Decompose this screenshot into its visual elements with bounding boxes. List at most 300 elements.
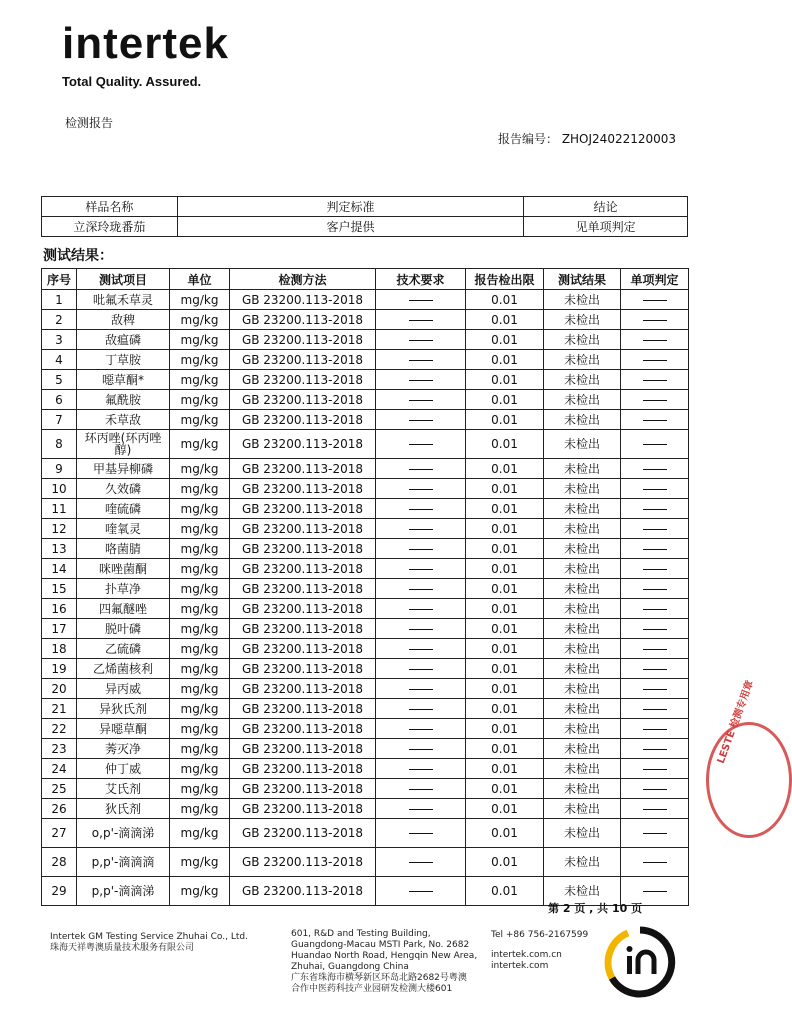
table-cell: GB 23200.113-2018 — [230, 759, 376, 779]
table-cell: 5 — [42, 370, 77, 390]
table-cell: 未检出 — [544, 639, 621, 659]
table-cell: 26 — [42, 799, 77, 819]
dash-mark — [643, 380, 667, 381]
dash-cell — [621, 639, 689, 659]
table-row — [42, 310, 689, 330]
table-cell: 未检出 — [544, 619, 621, 639]
table-row — [42, 719, 689, 739]
table-cell: GB 23200.113-2018 — [230, 739, 376, 759]
table-cell: 0.01 — [466, 819, 544, 848]
table-cell: mg/kg — [170, 739, 230, 759]
dash-mark — [409, 340, 433, 341]
table-cell: 0.01 — [466, 290, 544, 310]
table-cell: 未检出 — [544, 599, 621, 619]
table-cell: 7 — [42, 410, 77, 430]
dash-mark — [643, 529, 667, 530]
table-cell: mg/kg — [170, 619, 230, 639]
intertek-circle-logo-icon — [604, 926, 676, 998]
table-cell: GB 23200.113-2018 — [230, 619, 376, 639]
dash-cell — [376, 679, 466, 699]
table-cell: 24 — [42, 759, 77, 779]
column-header: 检测方法 — [230, 269, 376, 290]
table-cell: GB 23200.113-2018 — [230, 679, 376, 699]
dash-cell — [376, 430, 466, 459]
dash-cell — [621, 799, 689, 819]
dash-cell — [621, 410, 689, 430]
table-cell: mg/kg — [170, 350, 230, 370]
telephone: Tel +86 756-2167599 — [491, 930, 589, 940]
dash-cell — [621, 679, 689, 699]
dash-cell — [621, 579, 689, 599]
dash-mark — [409, 789, 433, 790]
table-cell: 未检出 — [544, 539, 621, 559]
table-cell: 10 — [42, 479, 77, 499]
dash-cell — [376, 370, 466, 390]
table-cell: 0.01 — [466, 539, 544, 559]
table-cell: 0.01 — [466, 310, 544, 330]
dash-cell — [376, 819, 466, 848]
column-header: 测试结果 — [544, 269, 621, 290]
table-cell: GB 23200.113-2018 — [230, 819, 376, 848]
table-cell: 扑草净 — [77, 579, 170, 599]
dash-mark — [409, 609, 433, 610]
table-cell: GB 23200.113-2018 — [230, 579, 376, 599]
table-cell: mg/kg — [170, 519, 230, 539]
dash-cell — [621, 479, 689, 499]
dash-cell — [376, 599, 466, 619]
table-row — [42, 599, 689, 619]
table-cell: 未检出 — [544, 330, 621, 350]
dash-cell — [376, 799, 466, 819]
table-cell: 艾氏剂 — [77, 779, 170, 799]
dash-mark — [409, 649, 433, 650]
table-cell: 0.01 — [466, 639, 544, 659]
dash-mark — [643, 489, 667, 490]
table-row — [42, 848, 689, 877]
table-cell: 0.01 — [466, 659, 544, 679]
results-table — [41, 268, 689, 906]
dash-cell — [376, 310, 466, 330]
table-cell: o,p'-滴滴涕 — [77, 819, 170, 848]
table-cell: 敌瘟磷 — [77, 330, 170, 350]
dash-cell — [621, 519, 689, 539]
table-cell: 0.01 — [466, 599, 544, 619]
dash-cell — [376, 877, 466, 906]
table-cell: 17 — [42, 619, 77, 639]
dash-mark — [409, 529, 433, 530]
table-cell: GB 23200.113-2018 — [230, 848, 376, 877]
dash-cell — [376, 759, 466, 779]
table-cell: 吡氟禾草灵 — [77, 290, 170, 310]
table-cell: mg/kg — [170, 459, 230, 479]
footer-contact — [491, 930, 588, 972]
dash-mark — [409, 629, 433, 630]
table-cell: p,p'-滴滴涕 — [77, 877, 170, 906]
dash-mark — [409, 862, 433, 863]
table-cell: mg/kg — [170, 779, 230, 799]
column-header: 单项判定 — [621, 269, 689, 290]
table-cell: 未检出 — [544, 459, 621, 479]
table-cell: 19 — [42, 659, 77, 679]
table-cell: 未检出 — [544, 699, 621, 719]
table-cell: mg/kg — [170, 290, 230, 310]
table-cell: mg/kg — [170, 799, 230, 819]
table-row — [42, 330, 689, 350]
table-cell: 脱叶磷 — [77, 619, 170, 639]
table-cell: 4 — [42, 350, 77, 370]
dash-cell — [376, 659, 466, 679]
dash-mark — [409, 749, 433, 750]
table-cell: 未检出 — [544, 519, 621, 539]
table-cell: 未检出 — [544, 719, 621, 739]
dash-cell — [376, 499, 466, 519]
dash-cell — [621, 330, 689, 350]
table-cell: 乙硫磷 — [77, 639, 170, 659]
report-number: 报告编号： ZHOJ24022120003 — [498, 132, 677, 146]
dash-cell — [621, 350, 689, 370]
dash-cell — [376, 350, 466, 370]
summary-header-cell: 结论 — [524, 197, 688, 217]
table-cell: mg/kg — [170, 719, 230, 739]
table-cell: GB 23200.113-2018 — [230, 390, 376, 410]
dash-cell — [376, 639, 466, 659]
table-row — [42, 370, 689, 390]
dash-mark — [643, 689, 667, 690]
table-cell: mg/kg — [170, 559, 230, 579]
dash-mark — [409, 549, 433, 550]
table-cell: 噁草酮* — [77, 370, 170, 390]
dash-cell — [376, 699, 466, 719]
dash-mark — [409, 569, 433, 570]
table-cell: GB 23200.113-2018 — [230, 499, 376, 519]
table-cell: GB 23200.113-2018 — [230, 877, 376, 906]
summary-header-cell: 判定标准 — [177, 197, 523, 217]
dash-cell — [376, 848, 466, 877]
table-cell: mg/kg — [170, 699, 230, 719]
table-cell: mg/kg — [170, 759, 230, 779]
column-header: 报告检出限 — [466, 269, 544, 290]
table-cell: 0.01 — [466, 410, 544, 430]
table-cell: GB 23200.113-2018 — [230, 459, 376, 479]
table-row — [42, 679, 689, 699]
dash-mark — [643, 300, 667, 301]
dash-cell — [376, 290, 466, 310]
table-cell: GB 23200.113-2018 — [230, 599, 376, 619]
table-cell: 2 — [42, 310, 77, 330]
table-cell: 未检出 — [544, 819, 621, 848]
dash-mark — [643, 589, 667, 590]
table-cell: 咪唑菌酮 — [77, 559, 170, 579]
table-row — [42, 539, 689, 559]
dash-cell — [376, 390, 466, 410]
dash-cell — [621, 559, 689, 579]
dash-cell — [621, 619, 689, 639]
dash-cell — [621, 430, 689, 459]
table-cell: mg/kg — [170, 599, 230, 619]
table-cell: mg/kg — [170, 310, 230, 330]
table-cell: 0.01 — [466, 739, 544, 759]
table-cell: mg/kg — [170, 877, 230, 906]
table-row — [42, 559, 689, 579]
dash-cell — [621, 739, 689, 759]
table-cell: 0.01 — [466, 877, 544, 906]
table-cell: 久效磷 — [77, 479, 170, 499]
company-name-cn: 珠海天祥粤澳质量技术服务有限公司 — [50, 943, 195, 953]
table-cell: 0.01 — [466, 370, 544, 390]
dash-cell — [376, 410, 466, 430]
dash-cell — [621, 370, 689, 390]
dash-cell — [621, 659, 689, 679]
dash-cell — [621, 499, 689, 519]
table-cell: 0.01 — [466, 479, 544, 499]
table-cell: mg/kg — [170, 639, 230, 659]
table-cell: mg/kg — [170, 479, 230, 499]
dash-mark — [409, 509, 433, 510]
table-cell: 8 — [42, 430, 77, 459]
column-header: 序号 — [42, 269, 77, 290]
table-cell: 0.01 — [466, 579, 544, 599]
dash-cell — [621, 848, 689, 877]
table-cell: GB 23200.113-2018 — [230, 519, 376, 539]
table-cell: 未检出 — [544, 370, 621, 390]
dash-mark — [643, 420, 667, 421]
table-cell: 11 — [42, 499, 77, 519]
table-cell: mg/kg — [170, 848, 230, 877]
dash-mark — [409, 360, 433, 361]
table-cell: 未检出 — [544, 579, 621, 599]
table-cell: 未检出 — [544, 739, 621, 759]
dash-mark — [643, 569, 667, 570]
footer-address — [291, 929, 477, 995]
table-cell: 未检出 — [544, 779, 621, 799]
table-row — [42, 639, 689, 659]
table-row — [42, 799, 689, 819]
dash-mark — [409, 891, 433, 892]
table-row — [42, 479, 689, 499]
table-cell: GB 23200.113-2018 — [230, 430, 376, 459]
table-cell: 3 — [42, 330, 77, 350]
dash-cell — [621, 390, 689, 410]
table-cell: GB 23200.113-2018 — [230, 559, 376, 579]
table-cell: 未检出 — [544, 310, 621, 330]
table-cell: 未检出 — [544, 499, 621, 519]
table-cell: mg/kg — [170, 330, 230, 350]
table-row — [42, 699, 689, 719]
table-cell: 未检出 — [544, 759, 621, 779]
table-cell: 9 — [42, 459, 77, 479]
table-cell: GB 23200.113-2018 — [230, 639, 376, 659]
table-row — [42, 290, 689, 310]
website-cn-link[interactable]: intertek.com.cn — [491, 950, 562, 960]
table-cell: 6 — [42, 390, 77, 410]
dash-mark — [643, 789, 667, 790]
dash-mark — [409, 300, 433, 301]
table-cell: 0.01 — [466, 499, 544, 519]
summary-value-cell: 客户提供 — [177, 217, 523, 237]
table-cell: 未检出 — [544, 290, 621, 310]
dash-cell — [621, 599, 689, 619]
results-heading: 测试结果： — [43, 248, 113, 264]
dash-mark — [643, 549, 667, 550]
table-cell: GB 23200.113-2018 — [230, 799, 376, 819]
table-cell: 0.01 — [466, 430, 544, 459]
dash-mark — [643, 320, 667, 321]
table-cell: 未检出 — [544, 430, 621, 459]
dash-cell — [376, 459, 466, 479]
table-cell: mg/kg — [170, 410, 230, 430]
dash-cell — [621, 759, 689, 779]
table-cell: 甲基异柳磷 — [77, 459, 170, 479]
table-cell: 环丙唑(环丙唑醇) — [77, 430, 170, 459]
address-line: Huandao North Road, Hengqin New Area, — [291, 951, 478, 961]
table-cell: 20 — [42, 679, 77, 699]
table-cell: 0.01 — [466, 350, 544, 370]
table-cell: GB 23200.113-2018 — [230, 310, 376, 330]
dash-mark — [643, 709, 667, 710]
dash-cell — [376, 779, 466, 799]
dash-mark — [409, 669, 433, 670]
table-cell: 0.01 — [466, 330, 544, 350]
table-cell: 23 — [42, 739, 77, 759]
table-cell: 0.01 — [466, 390, 544, 410]
table-cell: 未检出 — [544, 848, 621, 877]
table-row — [42, 819, 689, 848]
dash-mark — [409, 709, 433, 710]
table-row — [42, 659, 689, 679]
table-row — [42, 459, 689, 479]
dash-mark — [643, 833, 667, 834]
dash-mark — [409, 469, 433, 470]
table-cell: 15 — [42, 579, 77, 599]
address-line: 合作中医药科技产业园研发检测大楼601 — [291, 984, 453, 994]
table-cell: 氟酰胺 — [77, 390, 170, 410]
table-row — [42, 759, 689, 779]
dash-mark — [409, 400, 433, 401]
table-cell: 14 — [42, 559, 77, 579]
table-cell: 丁草胺 — [77, 350, 170, 370]
dash-mark — [409, 320, 433, 321]
table-cell: 21 — [42, 699, 77, 719]
table-cell: 未检出 — [544, 410, 621, 430]
table-row — [42, 430, 689, 459]
dash-cell — [621, 779, 689, 799]
table-row — [42, 350, 689, 370]
dash-mark — [643, 669, 667, 670]
table-cell: GB 23200.113-2018 — [230, 350, 376, 370]
table-cell: 25 — [42, 779, 77, 799]
table-cell: GB 23200.113-2018 — [230, 779, 376, 799]
table-cell: mg/kg — [170, 539, 230, 559]
table-cell: mg/kg — [170, 370, 230, 390]
address-line: Zhuhai, Guangdong China — [291, 962, 409, 972]
table-cell: 0.01 — [466, 719, 544, 739]
table-cell: 0.01 — [466, 679, 544, 699]
dash-mark — [643, 509, 667, 510]
table-cell: GB 23200.113-2018 — [230, 370, 376, 390]
table-cell: 未检出 — [544, 679, 621, 699]
table-row — [42, 739, 689, 759]
seal-text: LESTE 检测专用章 — [715, 679, 757, 766]
table-cell: GB 23200.113-2018 — [230, 539, 376, 559]
table-cell: 乙烯菌核利 — [77, 659, 170, 679]
table-cell: 0.01 — [466, 619, 544, 639]
dash-mark — [409, 689, 433, 690]
table-cell: GB 23200.113-2018 — [230, 330, 376, 350]
table-cell: 未检出 — [544, 390, 621, 410]
dash-cell — [621, 539, 689, 559]
dash-cell — [376, 479, 466, 499]
table-cell: 1 — [42, 290, 77, 310]
dash-cell — [621, 819, 689, 848]
table-cell: 未检出 — [544, 350, 621, 370]
table-cell: 莠灭净 — [77, 739, 170, 759]
table-cell: 喹氧灵 — [77, 519, 170, 539]
column-header: 单位 — [170, 269, 230, 290]
table-cell: GB 23200.113-2018 — [230, 410, 376, 430]
footer-company — [50, 932, 248, 954]
dash-mark — [409, 589, 433, 590]
table-cell: 0.01 — [466, 699, 544, 719]
table-cell: 29 — [42, 877, 77, 906]
table-cell: 0.01 — [466, 519, 544, 539]
page-number: 第 2 页 , 共 10 页 — [548, 902, 643, 915]
address-line: 601, R&D and Testing Building, — [291, 929, 431, 939]
dash-mark — [409, 729, 433, 730]
table-cell: mg/kg — [170, 659, 230, 679]
dash-cell — [621, 459, 689, 479]
dash-mark — [643, 749, 667, 750]
table-row — [42, 779, 689, 799]
dash-mark — [643, 444, 667, 445]
table-row — [42, 519, 689, 539]
table-cell: 异狄氏剂 — [77, 699, 170, 719]
table-cell: 0.01 — [466, 559, 544, 579]
table-cell: 未检出 — [544, 659, 621, 679]
table-row — [42, 390, 689, 410]
table-cell: 0.01 — [466, 459, 544, 479]
dash-mark — [643, 400, 667, 401]
table-cell: 异噁草酮 — [77, 719, 170, 739]
summary-header-cell: 样品名称 — [42, 197, 178, 217]
summary-value-row — [42, 217, 688, 237]
table-cell: 22 — [42, 719, 77, 739]
dash-mark — [409, 769, 433, 770]
table-cell: mg/kg — [170, 819, 230, 848]
dash-mark — [409, 380, 433, 381]
table-cell: 喹硫磷 — [77, 499, 170, 519]
table-cell: 18 — [42, 639, 77, 659]
dash-cell — [621, 310, 689, 330]
table-row — [42, 410, 689, 430]
table-row — [42, 619, 689, 639]
table-cell: GB 23200.113-2018 — [230, 479, 376, 499]
website-link[interactable]: intertek.com — [491, 961, 549, 971]
dash-cell — [376, 519, 466, 539]
column-header: 技术要求 — [376, 269, 466, 290]
table-cell: 未检出 — [544, 877, 621, 906]
table-cell: mg/kg — [170, 390, 230, 410]
dash-mark — [409, 809, 433, 810]
table-cell: 敌稗 — [77, 310, 170, 330]
table-cell: 四氟醚唑 — [77, 599, 170, 619]
dash-mark — [643, 809, 667, 810]
dash-mark — [409, 420, 433, 421]
table-cell: 0.01 — [466, 759, 544, 779]
dash-mark — [643, 649, 667, 650]
dash-mark — [643, 629, 667, 630]
table-cell: mg/kg — [170, 579, 230, 599]
results-body — [42, 290, 689, 906]
